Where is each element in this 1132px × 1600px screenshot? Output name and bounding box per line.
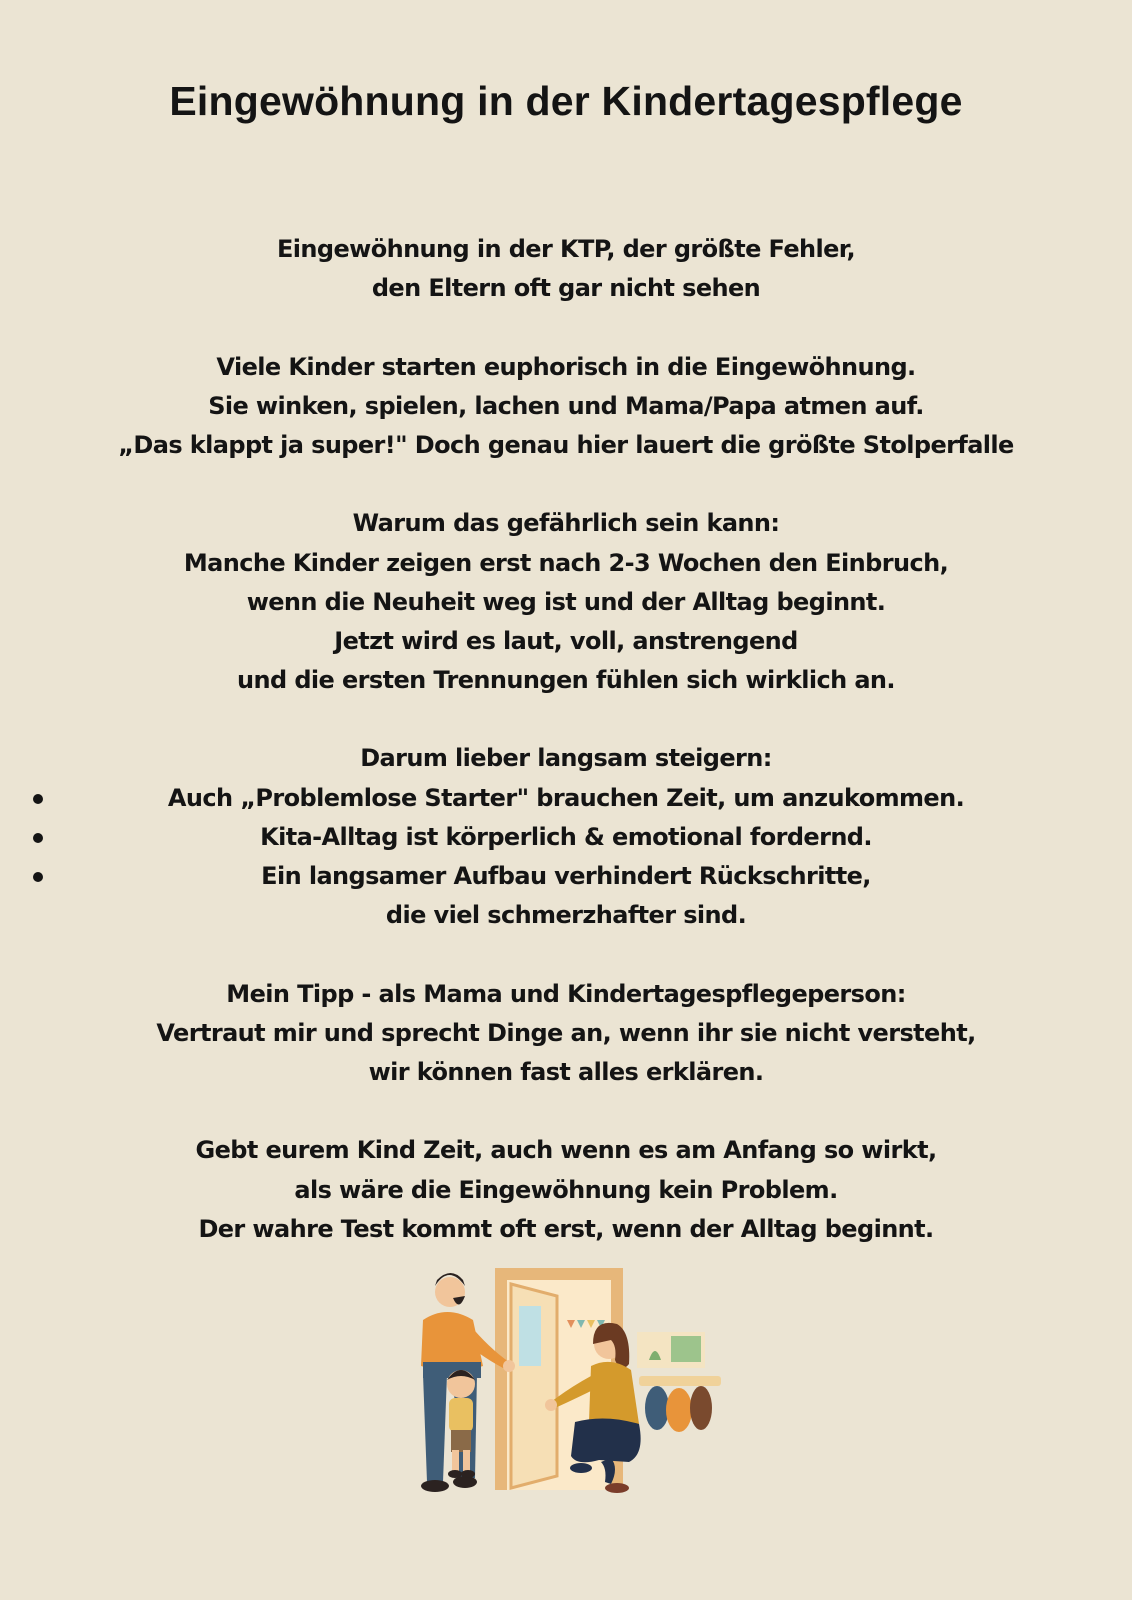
paragraph-line: Warum das gefährlich sein kann: <box>352 509 780 538</box>
bullet-icon <box>33 818 43 857</box>
bullet-icon <box>33 857 43 896</box>
list-item <box>0 818 1132 857</box>
paragraph-line: wenn die Neuheit weg ist und der Alltag beginnt. <box>246 587 886 616</box>
tip-line: Mein Tipp - als Mama und Kindertagespflegeperson: <box>226 979 906 1008</box>
list-heading: Darum lieber langsam steigern: <box>360 744 772 773</box>
paragraph-line: Sie winken, spielen, lachen und Mama/Papa atmen auf. <box>208 391 924 420</box>
list-item-text: Ein langsamer Aufbau verhindert Rückschritte, <box>261 862 871 890</box>
door-window <box>519 1306 541 1366</box>
paragraph-line: Viele Kinder starten euphorisch in die Eingewöhnung. <box>216 352 916 381</box>
tip-line: wir können fast alles erklären. <box>368 1057 764 1086</box>
intro-line: Eingewöhnung in der KTP, der größte Fehler, <box>276 235 856 263</box>
bullet-icon <box>33 779 43 818</box>
paragraph-line: „Das klappt ja super!" Doch genau hier lauert die größte Stolperfalle <box>118 430 1014 459</box>
list-item-text: Auch „Problemlose Starter" brauchen Zeit, um anzukommen. <box>167 783 965 812</box>
list-item-text: Kita-Alltag ist körperlich & emotional fordernd. <box>260 822 872 851</box>
list-item <box>0 857 1132 896</box>
paragraph-line: Jetzt wird es laut, voll, anstrengend <box>334 626 798 655</box>
paragraph-line: und die ersten Trennungen fühlen sich wirklich an. <box>237 666 895 695</box>
closing-line: Der wahre Test kommt oft erst, wenn der Alltag beginnt. <box>198 1214 934 1243</box>
list-item-continuation: die viel schmerzhafter sind. <box>385 901 747 930</box>
paragraph-line: Manche Kinder zeigen erst nach 2-3 Wochen den Einbruch, <box>183 548 949 577</box>
family-daycare-handover-illustration <box>395 1262 745 1522</box>
closing-line: als wäre die Eingewöhnung kein Problem. <box>294 1175 838 1204</box>
page-title: Eingewöhnung in der Kindertagespflege <box>169 78 963 124</box>
intro-line: den Eltern oft gar nicht sehen <box>371 274 761 303</box>
document-body <box>0 230 1132 1249</box>
tip-line: Vertraut mir und sprecht Dinge an, wenn ihr sie nicht versteht, <box>156 1018 976 1047</box>
closing-line: Gebt eurem Kind Zeit, auch wenn es am Anfang so wirkt, <box>195 1136 937 1165</box>
list-item <box>0 779 1132 818</box>
